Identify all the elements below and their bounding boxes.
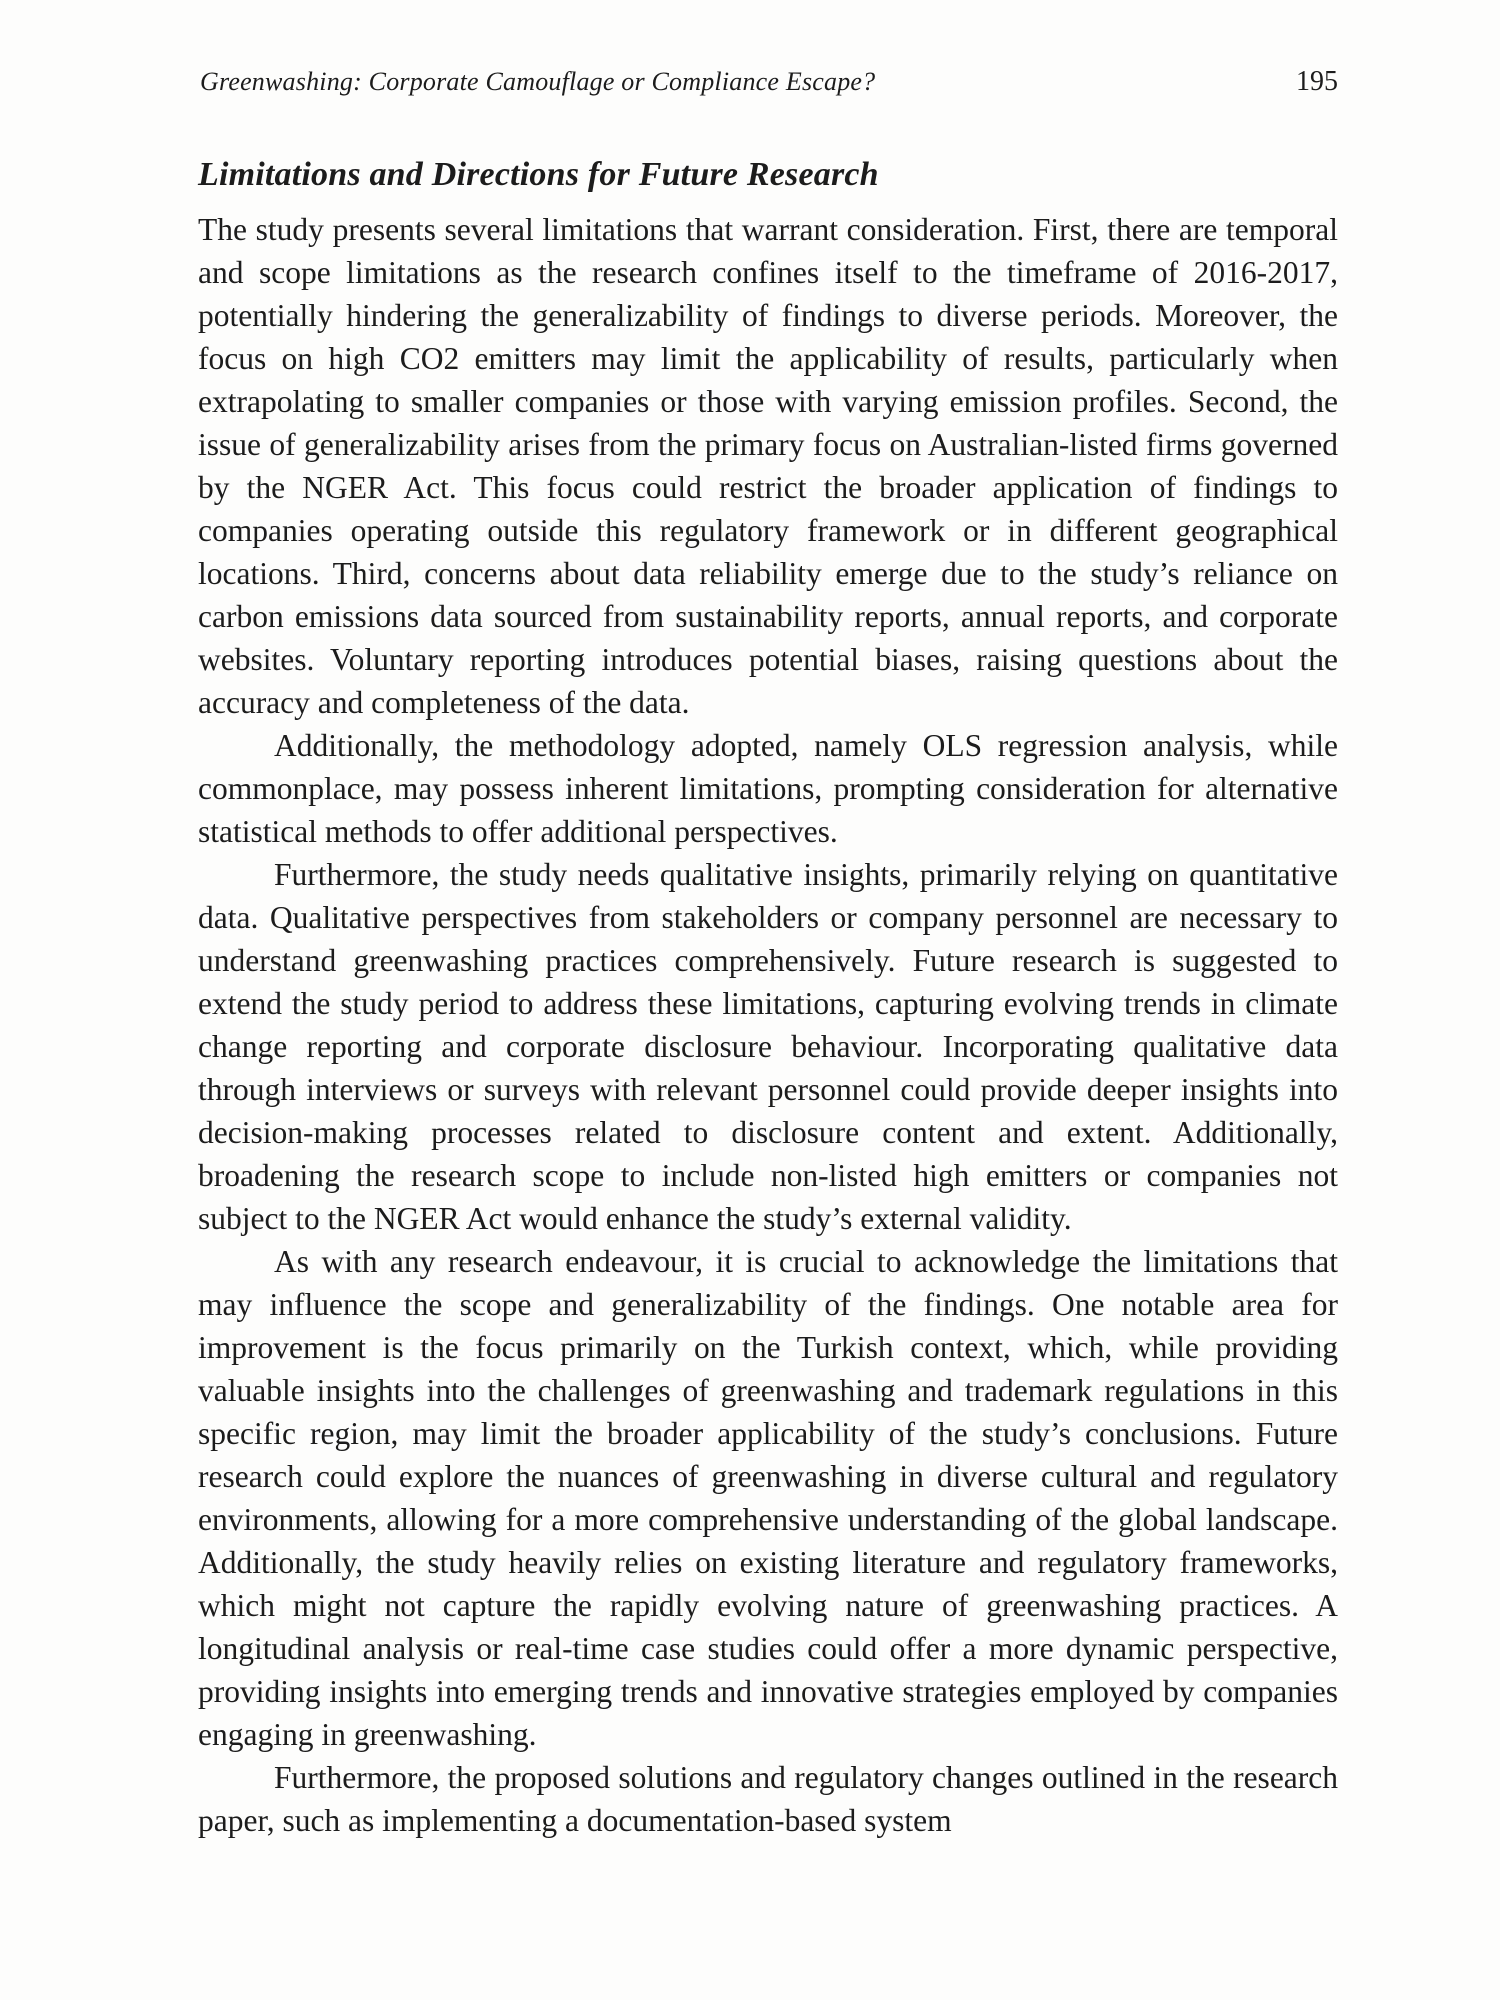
paragraph-3: Furthermore, the study needs qualitative insights, primarily relying on quantitative data. Qualitative perspectives from stakeholders or company personnel are necessary to understand greenwashing practices comprehensively. Future research is suggested to extend the study period to address these limitations, capturing evolving trends in climate change reporting and corporate disclosure behaviour. Incorporating qualitative data through interviews or surveys with relevant personnel could provide deeper insights into decision-making processes related to disclosure content and extent. Additionally, broadening the research scope to include non-listed high emitters or companies not subject to the NGER Act would enhance the study’s external validity. bbox=[198, 857, 1338, 1236]
body-text bbox=[198, 150, 1338, 1842]
page-number: 195 bbox=[1296, 66, 1338, 97]
paragraph-5: Furthermore, the proposed solutions and regulatory changes outlined in the research paper, such as implementing a documentation-based system bbox=[198, 1760, 1338, 1838]
running-title: Greenwashing: Corporate Camouflage or Compliance Escape? bbox=[200, 67, 876, 96]
section-heading: Limitations and Directions for Future Research bbox=[198, 156, 879, 193]
paragraph-2: Additionally, the methodology adopted, namely OLS regression analysis, while commonplace, may possess inherent limitations, prompting consideration for alternative statistical methods to offer additional perspectives. bbox=[198, 728, 1338, 849]
paragraph-4: As with any research endeavour, it is crucial to acknowledge the limitations that may influence the scope and generalizability of the findings. One notable area for improvement is the focus primarily on the Turkish context, which, while providing valuable insights into the challenges of greenwashing and trademark regulations in this specific region, may limit the broader applicability of the study’s conclusions. Future research could explore the nuances of greenwashing in diverse cultural and regulatory environments, allowing for a more comprehensive understanding of the global landscape. Additionally, the study heavily relies on existing literature and regulatory frameworks, which might not capture the rapidly evolving nature of greenwashing practices. A longitudinal analysis or real-time case studies could offer a more dynamic perspective, providing insights into emerging trends and innovative strategies employed by companies engaging in greenwashing. bbox=[198, 1244, 1338, 1752]
paragraph-1: The study presents several limitations that warrant consideration. First, there are temporal and scope limitations as the research confines itself to the timeframe of 2016-2017, potentially hindering the generalizability of findings to diverse periods. Moreover, the focus on high CO2 emitters may limit the applicability of results, particularly when extrapolating to smaller companies or those with varying emission profiles. Second, the issue of generalizability arises from the primary focus on Australian-listed firms governed by the NGER Act. This focus could restrict the broader application of findings to companies operating outside this regulatory framework or in different geographical locations. Third, concerns about data reliability emerge due to the study’s reliance on carbon emissions data sourced from sustainability reports, annual reports, and corporate websites. Voluntary reporting introduces potential biases, raising questions about the accuracy and completeness of the data. bbox=[198, 212, 1338, 720]
running-header bbox=[200, 62, 1338, 102]
